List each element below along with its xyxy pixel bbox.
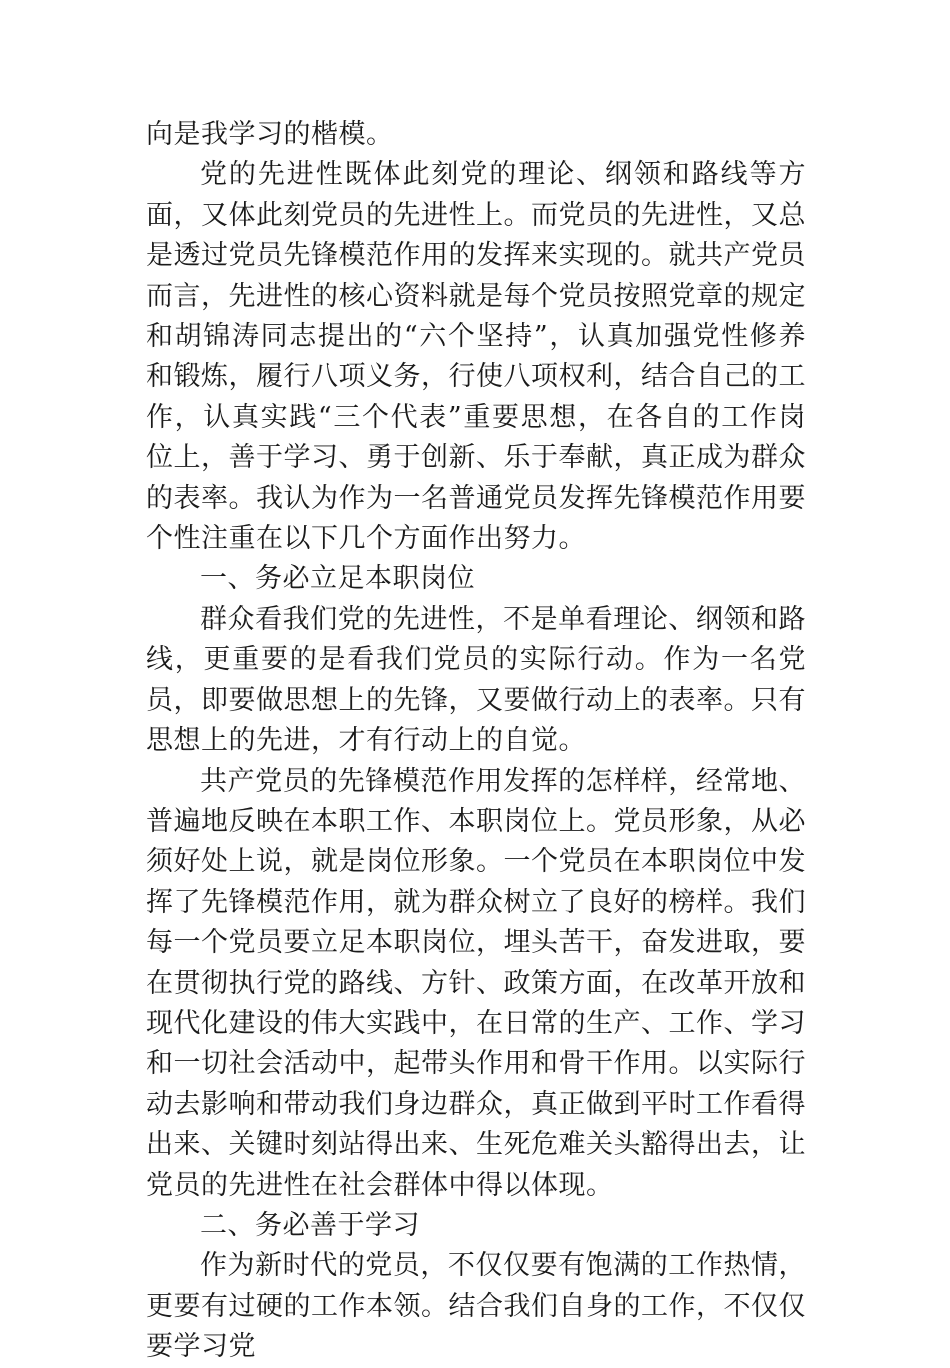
paragraph-learning: 作为新时代的党员，不仅仅要有饱满的工作热情，更要有过硬的工作本领。结合我们自身的工作，不仅仅要学习党: [146, 1250, 806, 1363]
paragraph-vanguard-role: 共产党员的先锋模范作用发挥的怎样样，经常地、普遍地反映在本职工作、本职岗位上。党员形象，从必须好处上说，就是岗位形象。一个党员在本职岗位中发挥了先锋模范作用，就为群众树立了良好的榜样。我们每一个党员要立足本职岗位，埋头苦干，奋发进取，要在贯彻执行党的路线、方针、政策方面，在改革开放和现代化建设的伟大实践中，在日常的生产、工作、学习和一切社会活动中，起带头作用和骨干作用。以实际行动去影响和带动我们身边群众，真正做到平时工作看得出来、关键时刻站得出来、生死危难关头豁得出去，让党员的先进性在社会群体中得以体现。: [146, 765, 806, 1201]
section-heading-1: 一、务必立足本职岗位: [200, 563, 475, 595]
document-page: [146, 115, 806, 1368]
paragraph-actions: 群众看我们党的先进性，不是单看理论、纲领和路线，更重要的是看我们党员的实际行动。作为一名党员，即要做思想上的先锋，又要做行动上的表率。只有思想上的先进，才有行动上的自觉。: [146, 603, 806, 757]
paragraph-continuation: 向是我学习的楷模。: [146, 119, 394, 150]
paragraph-party-advancement: 党的先进性既体此刻党的理论、纲领和路线等方面，又体此刻党员的先进性上。而党员的先进性，又总是透过党员先锋模范作用的发挥来实现的。就共产党员而言，先进性的核心资料就是每个党员按照党章的规定和胡锦涛同志提出的“六个坚持”，认真加强党性修养和锻炼，履行八项义务，行使八项权利，结合自己的工作，认真实践“三个代表”重要思想，在各自的工作岗位上，善于学习、勇于创新、乐于奉献，真正成为群众的表率。我认为作为一名普通党员发挥先锋模范作用要个性注重在以下几个方面作出努力。: [146, 159, 806, 555]
section-heading-2: 二、务必善于学习: [200, 1209, 420, 1241]
